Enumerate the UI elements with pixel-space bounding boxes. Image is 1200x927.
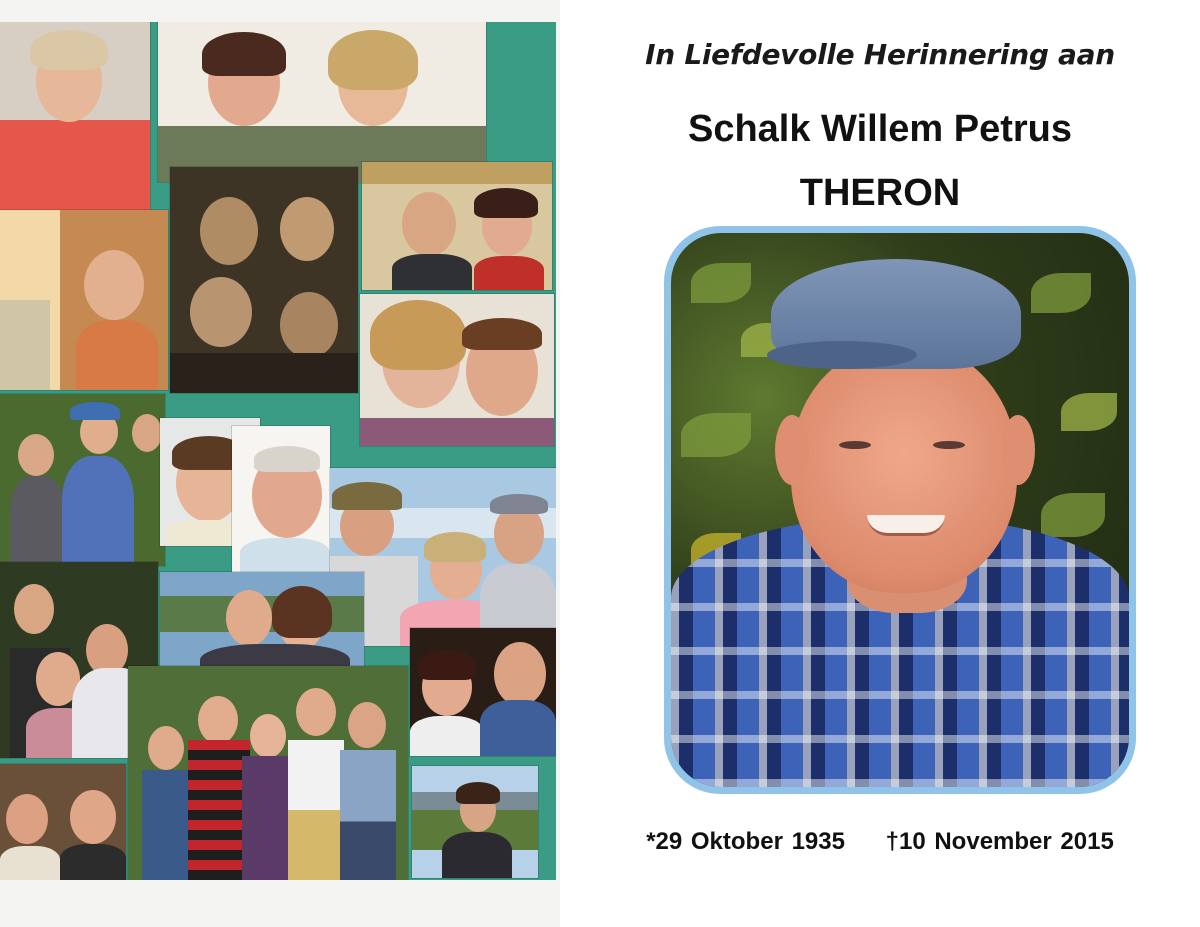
deceased-given-names: Schalk Willem Petrus <box>687 108 1073 150</box>
portrait-frame <box>664 226 1136 794</box>
life-dates <box>560 828 1200 856</box>
portrait-face <box>791 343 1017 593</box>
deceased-surname: THERON <box>799 172 961 214</box>
collage-photo-family-five <box>128 666 408 880</box>
collage-photo-family-garden <box>0 394 165 566</box>
collage-photo-woman-terrace <box>0 210 168 390</box>
photo-collage <box>0 22 556 880</box>
death-date: †10 November 2015 <box>885 828 1114 855</box>
collage-photo-woman-vineyard <box>412 766 538 878</box>
collage-photo-couple-restaurant <box>362 162 552 290</box>
collage-photo-two-men <box>0 764 126 880</box>
collage-photo-woman-young-man <box>360 294 554 446</box>
collage-photo-group-sepia <box>170 167 358 393</box>
birth-date: *29 Oktober 1935 <box>646 828 845 855</box>
collage-photo-couple-red-scarf <box>410 628 556 756</box>
collage-photo-two-women-porch <box>158 22 486 182</box>
memorial-page <box>560 0 1200 927</box>
portrait-photo <box>671 233 1129 787</box>
collage-photo-woman-coral-top <box>0 22 150 210</box>
memorial-intro: In Liefdevolle Herinnering aan <box>645 38 1115 71</box>
collage-photo-elderly-man-glasses <box>232 426 330 574</box>
